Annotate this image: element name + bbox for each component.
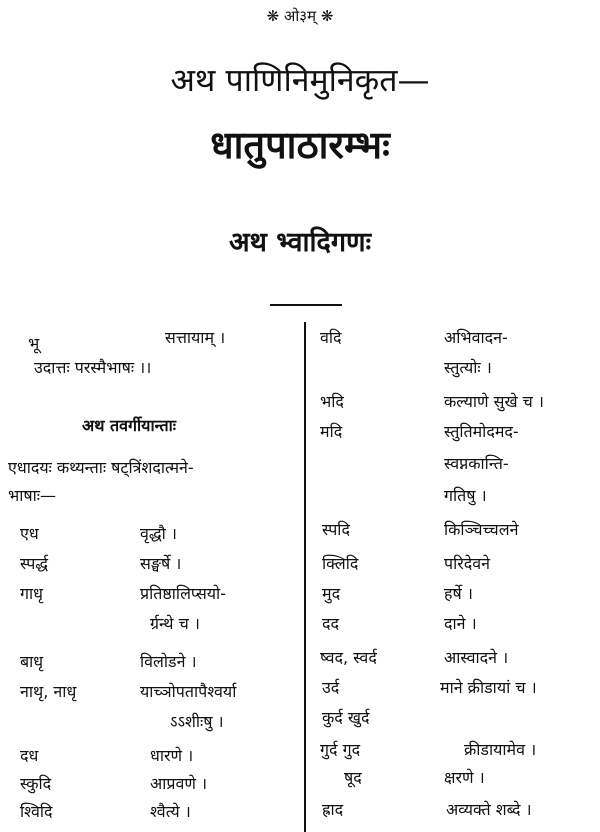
root-cell: दध (20, 746, 39, 765)
root-bhu: भू (28, 334, 40, 353)
root-cell: उर्द (322, 678, 340, 697)
root-cell: गुर्द गुद (320, 740, 361, 759)
meaning-cell: अव्यक्ते शब्दे । (446, 800, 532, 819)
udatta-note: उदात्तः परस्मैभाषः ।। (34, 358, 152, 377)
meaning-cell: धारणे । (150, 746, 194, 765)
meaning-cell: क्षरणे । (444, 768, 485, 787)
meaning-cell: दाने । (444, 614, 477, 633)
root-cell: ह्राद (322, 800, 344, 819)
meaning-cell: अभिवादन- (444, 328, 508, 347)
root-cell: दद (322, 614, 339, 633)
root-cell: स्कुदि (20, 774, 52, 793)
root-cell: बाधृ (20, 652, 44, 671)
section-heading: अथ तवर्गीयान्ताः (82, 416, 177, 435)
meaning-cell: क्रीडायामेव । (464, 740, 537, 759)
meaning-cell: स्वप्नकान्ति- (444, 454, 509, 473)
meaning-cell: कल्याणे सुखे च । (444, 392, 544, 411)
column-divider (304, 322, 306, 832)
root-cell: एध (20, 524, 39, 543)
root-cell: मुद (322, 584, 341, 603)
root-cell: षूद (344, 768, 362, 787)
divider-rule (270, 304, 342, 306)
root-cell: भदि (320, 392, 344, 411)
root-cell: श्विदि (20, 802, 53, 821)
meaning-cell: गतिषु । (444, 486, 487, 505)
meaning-cell: विलोडने । (140, 652, 197, 671)
meaning-cell: हर्षे । (444, 584, 473, 603)
title-line-1: अथ पाणिनिमुनिकृत— (170, 61, 430, 99)
root-cell: वदि (320, 328, 342, 347)
meaning-cell: आस्वादने । (444, 648, 509, 667)
meaning-cell: स्तुतिमोदमद- (444, 422, 519, 441)
root-cell: स्पदि (322, 520, 350, 539)
meaning-bhu: सत्तायाम् । (165, 328, 226, 347)
intro-line-2: भाषाः— (8, 486, 57, 505)
root-cell: क्लिदि (322, 554, 359, 573)
root-cell: स्पर्द्ध (20, 554, 49, 573)
meaning-cell: श्वैत्ये । (150, 802, 191, 821)
meaning-cell: किञ्चिच्चलने (444, 520, 519, 539)
root-cell: कुर्द खुर्द (322, 708, 370, 727)
gana-heading: अथ भ्वादिगणः (228, 227, 372, 258)
intro-line-1: एधादयः कथ्यन्ताः षट्त्रिंशदात्मने- (8, 458, 194, 477)
root-cell: नाथृ, नाधृ (20, 682, 77, 701)
meaning-cell: प्रतिष्ठालिप्सयो- (140, 584, 226, 603)
meaning-cell: स्तुत्योः । (444, 358, 492, 377)
om-invocation: ❋ ओ३म् ❋ (266, 7, 334, 25)
meaning-cell: वृद्धौ । (140, 524, 177, 543)
title-line-2: धातुपाठारम्भः (210, 123, 390, 167)
meaning-cell: माने क्रीडायां च । (440, 678, 537, 697)
meaning-cell: सङ्घर्षे । (140, 554, 182, 573)
meaning-cell: याच्ञोपतापैश्वर्या (140, 682, 237, 701)
meaning-cell: ऽऽशीःषु । (170, 712, 224, 731)
meaning-cell: र्ग्रन्थे च । (150, 614, 200, 633)
meaning-cell: आप्रवणे । (150, 774, 208, 793)
root-cell: ष्वद, स्वर्द (320, 648, 377, 667)
root-cell: गाधृ (20, 584, 43, 603)
meaning-cell: परिदेवने (444, 554, 491, 573)
root-cell: मदि (320, 422, 343, 441)
